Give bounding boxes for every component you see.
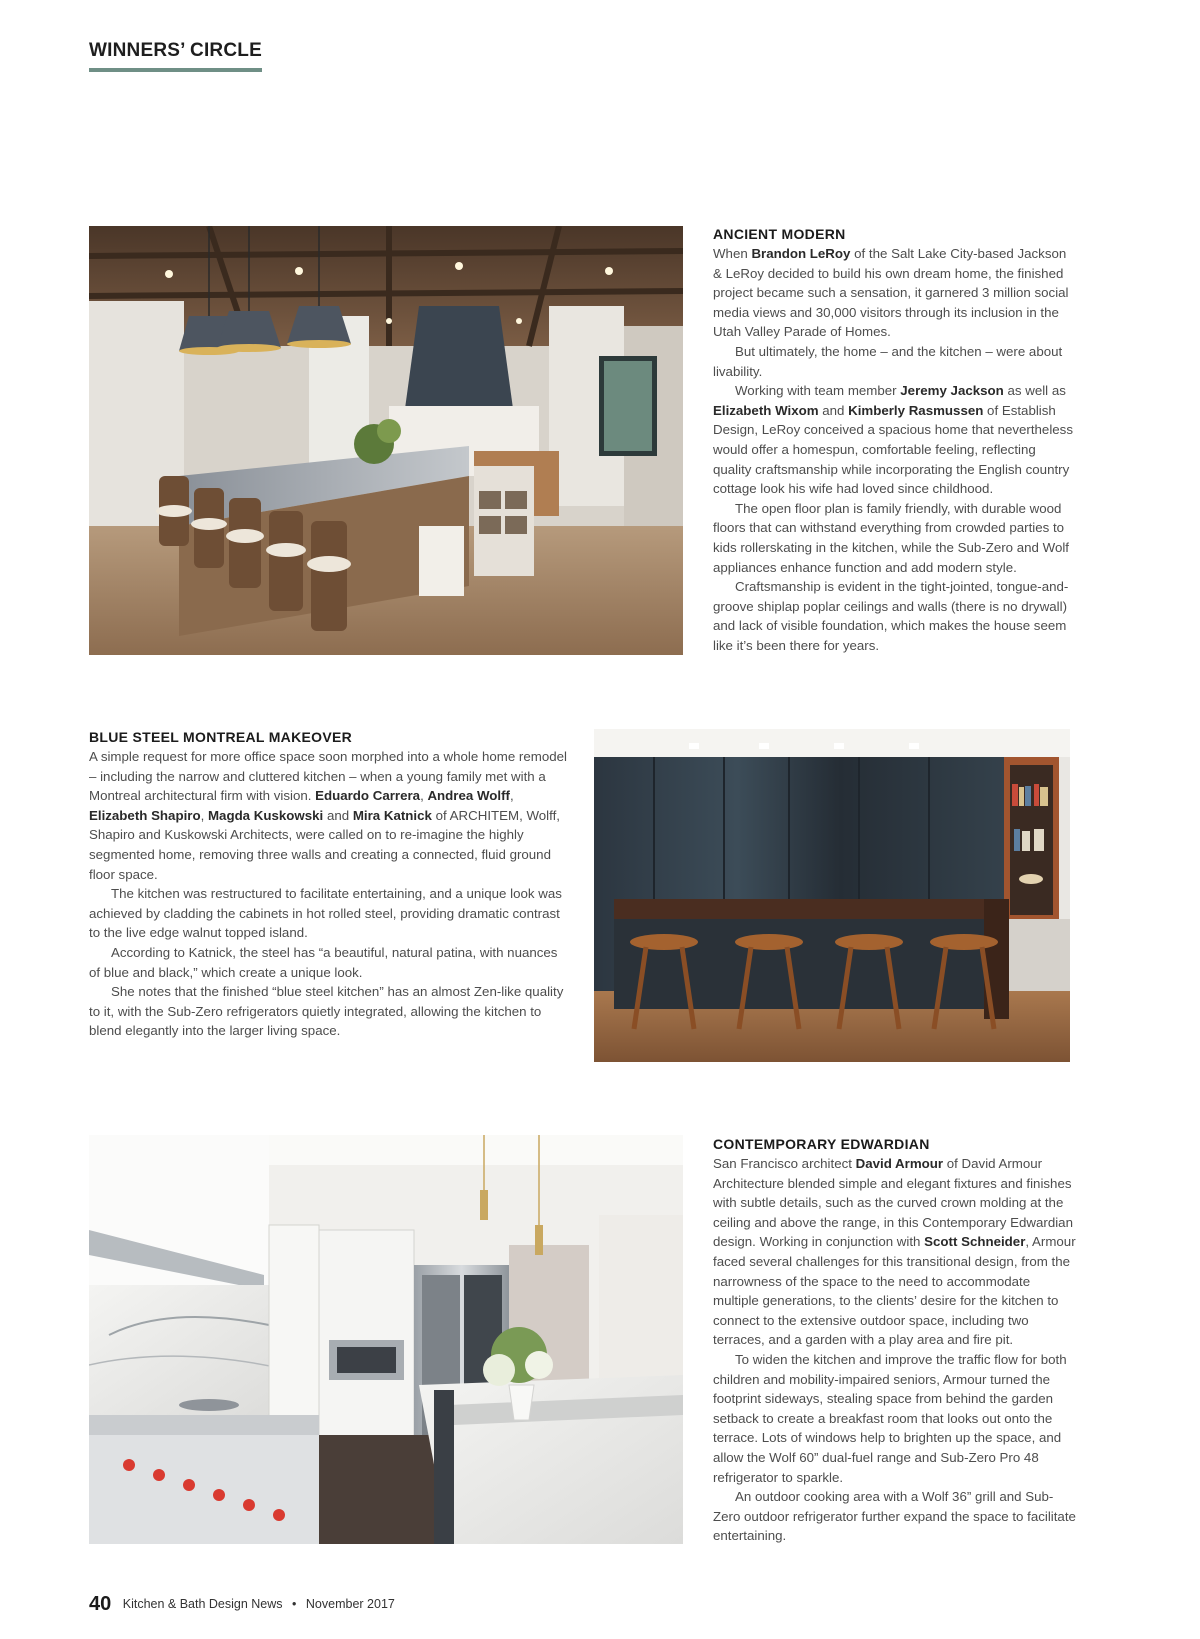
page-number: 40 (89, 1593, 112, 1615)
article-title: CONTEMPORARY EDWARDIAN (713, 1136, 930, 1152)
ancient-modern-kitchen-photo (89, 226, 683, 655)
credited-name: Scott Schneider (924, 1234, 1026, 1250)
issue-date: November 2017 (305, 1597, 395, 1611)
section-title: WINNERS’ CIRCLE (89, 40, 262, 72)
credited-name: Kimberly Rasmussen (848, 402, 984, 418)
article-body (713, 244, 1076, 655)
article-paragraph: According to Katnick, the steel has “a beautiful, natural patina, with nuances of blue and black,” which create a unique look. (89, 944, 558, 980)
credited-name: Elizabeth Shapiro (89, 807, 201, 823)
article-paragraph: Craftsmanship is evident in the tight-jointed, tongue-and-groove shiplap poplar ceilings and walls (there is no drywall) and lack of visible foundation, which makes the house seem like it’s been there for years. (713, 579, 1069, 653)
article-paragraph: She notes that the finished “blue steel kitchen” has an almost Zen-like quality to it, with the Sub-Zero refrigerators quietly integrated, allowing the kitchen to blend elegantly into the larger living space. (89, 984, 564, 1039)
page-footer (89, 1593, 395, 1616)
footer-separator: • (292, 1597, 297, 1611)
article-ancient-modern (713, 225, 1076, 655)
publication-name: Kitchen & Bath Design News (122, 1597, 283, 1611)
article-body (713, 1154, 1076, 1546)
credited-name: Mira Katnick (352, 807, 432, 823)
article-paragraph: An outdoor cooking area with a Wolf 36” grill and Sub-Zero outdoor refrigerator further expand the space to facilitate entertaining. (713, 1489, 1076, 1544)
article-blue-steel-montreal-makeover (89, 728, 567, 1041)
article-title: ANCIENT MODERN (713, 226, 846, 242)
article-paragraph: To widen the kitchen and improve the traffic flow for both children and mobility-impaired seniors, Armour turned the footprint sideways, stealing space from behind the garden setback to create a breakfast room that looks out onto the terrace. Lots of windows help to brighten up the space, and allow the Wolf 60” dual-fuel range and Sub-Zero Pro 48 refrigerator to sparkle. (713, 1351, 1067, 1485)
article-paragraph: The kitchen was restructured to facilitate entertaining, and a unique look was achieved by cladding the cabinets in hot rolled steel, providing dramatic contrast to the live edge walnut topped island. (89, 886, 562, 941)
credited-name: David Armour (855, 1156, 944, 1171)
article-paragraph: The open floor plan is family friendly, with durable wood floors that can withstand everything from crowded parties to kids rollerskating in the kitchen, while the Sub-Zero and Wolf appliances enhance function and add modern style. (713, 500, 1069, 575)
article-paragraph: When Brandon LeRoy of the Salt Lake City-based Jackson & LeRoy decided to build his own dream home, the finished project became such a sensation, it garnered 3 million social media views and 30,000 visitors through its inclusion in the Utah Valley Parade of Homes. (713, 246, 1069, 340)
article-title: BLUE STEEL MONTREAL MAKEOVER (89, 729, 353, 745)
credited-name: Andrea Wolff (427, 788, 510, 804)
contemporary-edwardian-kitchen-photo (89, 1135, 683, 1544)
credited-name: Magda Kuskowski (207, 807, 324, 823)
credited-name: Eduardo Carrera (315, 788, 421, 804)
article-paragraph: A simple request for more office space soon morphed into a whole home remodel – including the narrow and cluttered kitchen – when a young family met with a Montreal architectural firm with vision. Eduardo Carrera, Andrea Wolff, Elizabeth Shapiro, Magda Kuskowski and Mira Katnick of ARCHITEM, Wolff, Shapiro and Kuskowski Architects, were called on to re-imagine the highly segmented home, removing three walls and creating a connected, fluid ground floor space. (89, 749, 567, 882)
credited-name: Brandon LeRoy (751, 246, 851, 261)
credited-name: Elizabeth Wixom (713, 402, 819, 418)
blue-steel-kitchen-photo (594, 729, 1070, 1062)
article-paragraph: Working with team member Jeremy Jackson as well as Elizabeth Wixom and Kimberly Rasmussen of Establish Design, LeRoy conceived a spacious home that nevertheless would offer a homespun, comfortable feeling, reflecting quality craftsmanship while incorporating the English country cottage look his wife had loved since childhood. (713, 383, 1073, 497)
article-paragraph: But ultimately, the home – and the kitchen – were about livability. (713, 343, 1063, 379)
article-paragraph: San Francisco architect David Armour of David Armour Architecture blended simple and elegant fixtures and finishes with subtle details, such as the curved crown molding at the ceiling and above the range, in this Contemporary Edwardian design. Working in conjunction with Scott Schneider, Armour faced several challenges for this transitional design, from the narrowness of the space to the need to accommodate multiple generations, to the clients’ desire for the kitchen to connect to the extensive outdoor space, including two terraces, and a garden with a play area and fire pit. (713, 1156, 1076, 1348)
article-contemporary-edwardian (713, 1135, 1076, 1546)
article-body (89, 747, 567, 1041)
credited-name: Jeremy Jackson (900, 383, 1004, 399)
